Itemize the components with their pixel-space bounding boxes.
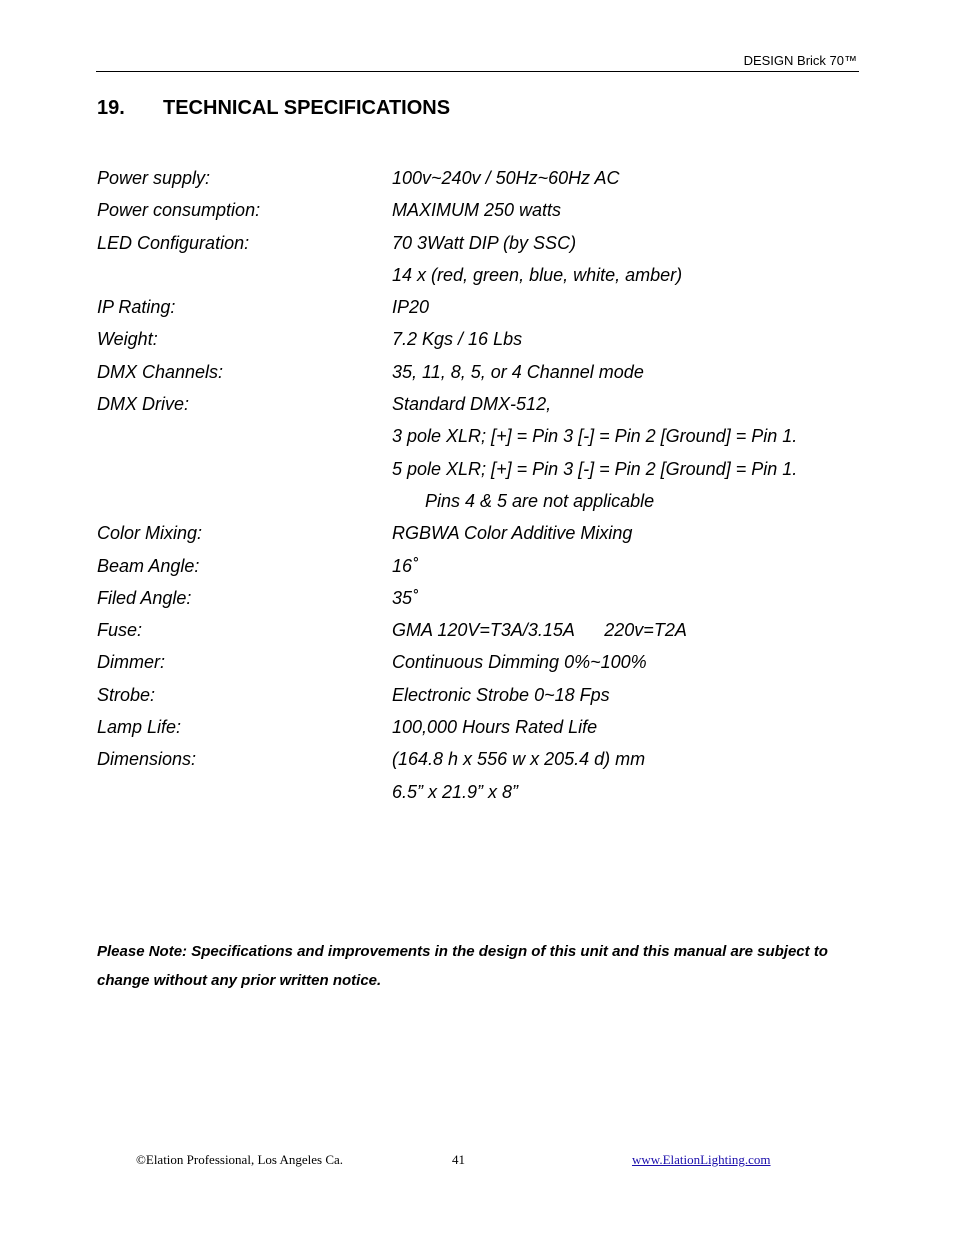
spec-row: [97, 388, 857, 420]
spec-value: Electronic Strobe 0~18 Fps: [392, 684, 610, 705]
spec-row: [97, 227, 857, 259]
spec-value: GMA 120V=T3A/3.15A 220v=T2A: [392, 620, 687, 641]
specifications-list: [97, 162, 857, 808]
spec-label: Power supply:: [97, 168, 211, 188]
spec-row: [97, 323, 857, 355]
section-number: 19.: [97, 97, 125, 119]
spec-label: DMX Channels:: [97, 361, 224, 382]
spec-label: IP Rating:: [97, 297, 176, 318]
spec-value: 3 pole XLR; [+] = Pin 3 [-] = Pin 2 [Ground] = Pin 1.: [392, 426, 798, 447]
spec-row: [97, 614, 857, 646]
spec-value: (164.8 h x 556 w x 205.4 d) mm: [392, 749, 646, 770]
spec-row: [97, 582, 857, 614]
spec-value: 35˚: [392, 587, 419, 608]
spec-row: [97, 743, 857, 775]
spec-label: Dimmer:: [97, 652, 165, 673]
spec-row: [97, 776, 857, 808]
spec-label: Weight:: [97, 329, 158, 350]
spec-value: RGBWA Color Additive Mixing: [392, 523, 633, 544]
spec-row: [97, 420, 857, 452]
spec-value: IP20: [392, 297, 430, 318]
spec-value: Pins 4 & 5 are not applicable: [425, 490, 655, 511]
spec-row: [97, 453, 857, 485]
disclaimer-note: Please Note: Specifications and improvements in the design of this unit and this manual are subject to change without any prior written notice.: [97, 943, 828, 989]
spec-row: [97, 356, 857, 388]
spec-value: Standard DMX-512,: [392, 394, 552, 415]
section-title: TECHNICAL SPECIFICATIONS: [163, 97, 451, 119]
spec-label: Strobe:: [97, 684, 156, 705]
spec-value: 100,000 Hours Rated Life: [392, 717, 598, 738]
spec-row: [97, 550, 857, 582]
spec-row: [97, 194, 857, 226]
spec-value: Continuous Dimming 0%~100%: [392, 652, 647, 673]
website-link[interactable]: www.ElationLighting.com: [632, 1152, 771, 1167]
document-header-title: DESIGN Brick 70™: [743, 53, 857, 68]
spec-row: [97, 162, 857, 194]
spec-label: LED Configuration:: [97, 232, 250, 253]
footer-copyright: ©Elation Professional, Los Angeles Ca.: [136, 1152, 344, 1167]
spec-row: [97, 679, 857, 711]
spec-label: Color Mixing:: [97, 523, 203, 544]
spec-value: 7.2 Kgs / 16 Lbs: [392, 329, 523, 350]
header-divider: [96, 71, 859, 72]
spec-row: [97, 711, 857, 743]
spec-value: 5 pole XLR; [+] = Pin 3 [-] = Pin 2 [Ground] = Pin 1.: [392, 458, 798, 479]
section-heading: [97, 97, 450, 120]
spec-label: DMX Drive:: [97, 394, 190, 415]
spec-label: Dimensions:: [97, 749, 197, 770]
spec-value: 14 x (red, green, blue, white, amber): [392, 264, 683, 285]
spec-row: [97, 259, 857, 291]
spec-row: [97, 291, 857, 323]
spec-value: 70 3Watt DIP (by SSC): [392, 232, 577, 253]
spec-row: [97, 646, 857, 678]
spec-value: MAXIMUM 250 watts: [392, 200, 562, 221]
spec-value: 35, 11, 8, 5, or 4 Channel mode: [392, 361, 644, 382]
spec-label: Lamp Life:: [97, 717, 182, 738]
spec-row: [97, 485, 857, 517]
spec-label: Beam Angle:: [97, 555, 200, 576]
page-number: 41: [452, 1152, 465, 1167]
spec-value: 100v~240v / 50Hz~60Hz AC: [392, 168, 620, 188]
spec-label: Fuse:: [97, 620, 143, 641]
spec-value: 6.5” x 21.9” x 8”: [392, 781, 519, 802]
spec-row: [97, 517, 857, 549]
spec-label: Power consumption:: [97, 200, 261, 221]
spec-value: 16˚: [392, 555, 419, 576]
spec-label: Filed Angle:: [97, 587, 192, 608]
